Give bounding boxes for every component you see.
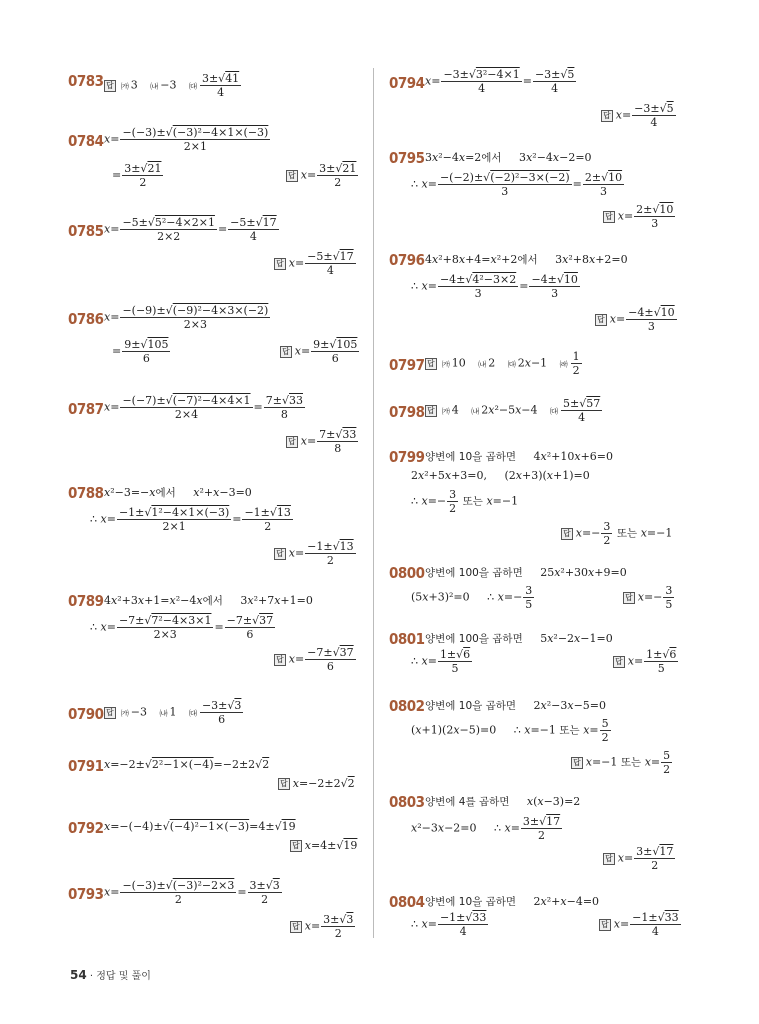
final-answer: 답 x= $\frac{3\pm√17}{2}$: [603, 845, 676, 872]
solution-line: ∴ x= $\frac{\text{−1±√1²−4×1×(−3)}}{2\times 1}$ = $\frac{-1\pm√13}{2}$: [90, 506, 291, 533]
solution-line: ∴ x= $\frac{1\pm√6}{5}$: [411, 648, 471, 675]
problem-number: 0783: [68, 72, 104, 90]
problem-number: 0788: [68, 484, 104, 502]
solution-line: ∴ x= $\frac{-1\pm√33}{4}$: [411, 911, 487, 938]
answer-line: 답 ㈎ −3 ㈏ 1 ㈐ $\frac{-3\pm√3}{6}$: [104, 699, 244, 726]
problem-number: 0785: [68, 222, 104, 240]
solution-line: x=−2±√2²−1×(−4)=−2±2√2: [104, 758, 270, 771]
final-answer: 답 x=−1 또는 x= $\frac{5}{2}$: [571, 749, 673, 776]
problem-number: 0792: [68, 819, 104, 837]
final-answer: 답 x= $\frac{9\pm√105}{6}$: [280, 338, 360, 365]
solution-line: ∴ x= $\frac{\text{−(−2)±√(−2)²−3×(−2)}}{3}$ = $\frac{2\pm√10}{3}$: [411, 171, 623, 198]
solution-line: 양변에 100을 곱하면 25x²+30x+9=0: [425, 566, 627, 579]
problem-number: 0789: [68, 592, 104, 610]
problem-number: 0794: [389, 74, 425, 92]
solution-line: x= $\frac{\text{−(−7)±√(−7)²−4×4×1}}{2\times 4}$ = $\frac{7\pm√33}{8}$: [104, 394, 303, 421]
problem-number: 0800: [389, 564, 425, 582]
final-answer: 답 x= $\frac{-5\pm√17}{4}$: [274, 250, 357, 277]
problem-number: 0804: [389, 893, 425, 911]
solution-line: = $\frac{9\pm√105}{6}$: [112, 338, 169, 365]
solution-line: x= $\frac{\text{−5±√5²−4×2×1}}{2\times 2}$ = $\frac{-5\pm√17}{4}$: [104, 216, 277, 243]
solution-line: ∴ x=− $\frac{3}{2}$ 또는 x=−1: [411, 488, 519, 515]
problem-number: 0787: [68, 400, 104, 418]
solution-line: x= $\frac{\text{−(−3)±√(−3)²−2×3}}{2}$ = $\frac{3\pm√3}{2}$: [104, 879, 280, 906]
page-number: 54: [70, 968, 87, 982]
final-answer: 답 x= $\frac{3\pm√21}{2}$: [286, 162, 359, 189]
final-answer: 답 x=− $\frac{3}{5}$: [623, 584, 675, 611]
final-answer: 답 x=4±√19: [290, 839, 357, 852]
problem-number: 0791: [68, 757, 104, 775]
answer-line: 답 ㈎ 10 ㈏ 2 ㈐ 2x−1 ㈑ $\frac{1}{2}$: [425, 350, 583, 377]
problem-number: 0784: [68, 132, 104, 150]
problem-number: 0796: [389, 251, 425, 269]
solution-line: (x+1)(2x−5)=0 ∴ x=−1 또는 x= $\frac{5}{2}$: [411, 717, 609, 744]
solution-line: 양변에 4를 곱하면 x(x−3)=2: [425, 795, 581, 808]
final-answer: 답 x= $\frac{7\pm√33}{8}$: [286, 428, 359, 455]
solution-line: x²−3=−x에서 x²+x−3=0: [104, 486, 252, 499]
solution-line: (5x+3)²=0 ∴ x=− $\frac{3}{5}$: [411, 584, 533, 611]
final-answer: 답 x= $\frac{-4\pm√10}{3}$: [595, 306, 678, 333]
final-answer: 답 x= $\frac{-7\pm√37}{6}$: [274, 646, 357, 673]
final-answer: 답 x= $\frac{1\pm√6}{5}$: [613, 648, 679, 675]
problem-number: 0798: [389, 403, 425, 421]
final-answer: 답 x= $\frac{-3\pm√5}{4}$: [601, 102, 677, 129]
problem-number: 0790: [68, 705, 104, 723]
final-answer: 답 x= $\frac{3\pm√3}{2}$: [290, 913, 356, 940]
solution-line: x= $\frac{\text{−(−3)±√(−3)²−4×1×(−3)}}{2\times 1}$: [104, 126, 269, 153]
footer-title: · 정답 및 풀이: [89, 971, 151, 982]
solution-line: 4x²+3x+1=x²−4x에서 3x²+7x+1=0: [104, 594, 313, 607]
problem-number: 0801: [389, 630, 425, 648]
solution-line: x= $\frac{\text{−3±√3²−4×1}}{4}$ = $\frac{-3\pm√5}{4}$: [425, 68, 575, 95]
problem-number: 0786: [68, 310, 104, 328]
answer-line: 답 ㈎ 4 ㈏ 2x²−5x−4 ㈐ $\frac{5\pm√57}{4}$: [425, 397, 603, 424]
problem-number: 0799: [389, 448, 425, 466]
page-footer: [70, 967, 151, 982]
solution-line: 양변에 100을 곱하면 5x²−2x−1=0: [425, 632, 613, 645]
solution-line: x=−(−4)±√(−4)²−1×(−3)=4±√19: [104, 820, 296, 833]
solution-line: 양변에 10을 곱하면 2x²−3x−5=0: [425, 699, 607, 712]
solution-line: x²−3x−2=0 ∴ x= $\frac{3\pm√17}{2}$: [411, 815, 561, 842]
final-answer: 답 x= $\frac{-1\pm√13}{2}$: [274, 540, 357, 567]
solution-line: x= $\frac{\text{−(−9)±√(−9)²−4×3×(−2)}}{2\times 3}$: [104, 304, 269, 331]
problem-number: 0803: [389, 793, 425, 811]
solution-line: 양변에 10을 곱하면 2x²+x−4=0: [425, 895, 600, 908]
column-divider: [373, 68, 374, 938]
solution-line: ∴ x= $\frac{\text{−4±√4²−3×2}}{3}$ = $\frac{-4\pm√10}{3}$: [411, 273, 578, 300]
problem-number: 0795: [389, 149, 425, 167]
answer-line: 답 ㈎ 3 ㈏ −3 ㈐ $\frac{3\pm√41}{4}$: [104, 72, 242, 99]
solution-line: 양변에 10을 곱하면 4x²+10x+6=0: [425, 450, 614, 463]
final-answer: 답 x= $\frac{2\pm√10}{3}$: [603, 203, 676, 230]
problem-number: 0793: [68, 885, 104, 903]
final-answer: 답 x= $\frac{-1\pm√33}{4}$: [599, 911, 682, 938]
final-answer: 답 x=− $\frac{3}{2}$ 또는 x=−1: [561, 520, 672, 547]
final-answer: 답 x=−2±2√2: [278, 777, 355, 790]
problem-number: 0797: [389, 356, 425, 374]
problem-number: 0802: [389, 697, 425, 715]
solution-line: 4x²+8x+4=x²+2에서 3x²+8x+2=0: [425, 253, 628, 266]
solution-line: ∴ x= $\frac{\text{−7±√7²−4×3×1}}{2\times 3}$ = $\frac{-7\pm√37}{6}$: [90, 614, 274, 641]
solution-line: = $\frac{3\pm√21}{2}$: [112, 162, 162, 189]
solution-line: 3x²−4x=2에서 3x²−4x−2=0: [425, 151, 592, 164]
solution-line: 2x²+5x+3=0, (2x+3)(x+1)=0: [411, 469, 590, 482]
